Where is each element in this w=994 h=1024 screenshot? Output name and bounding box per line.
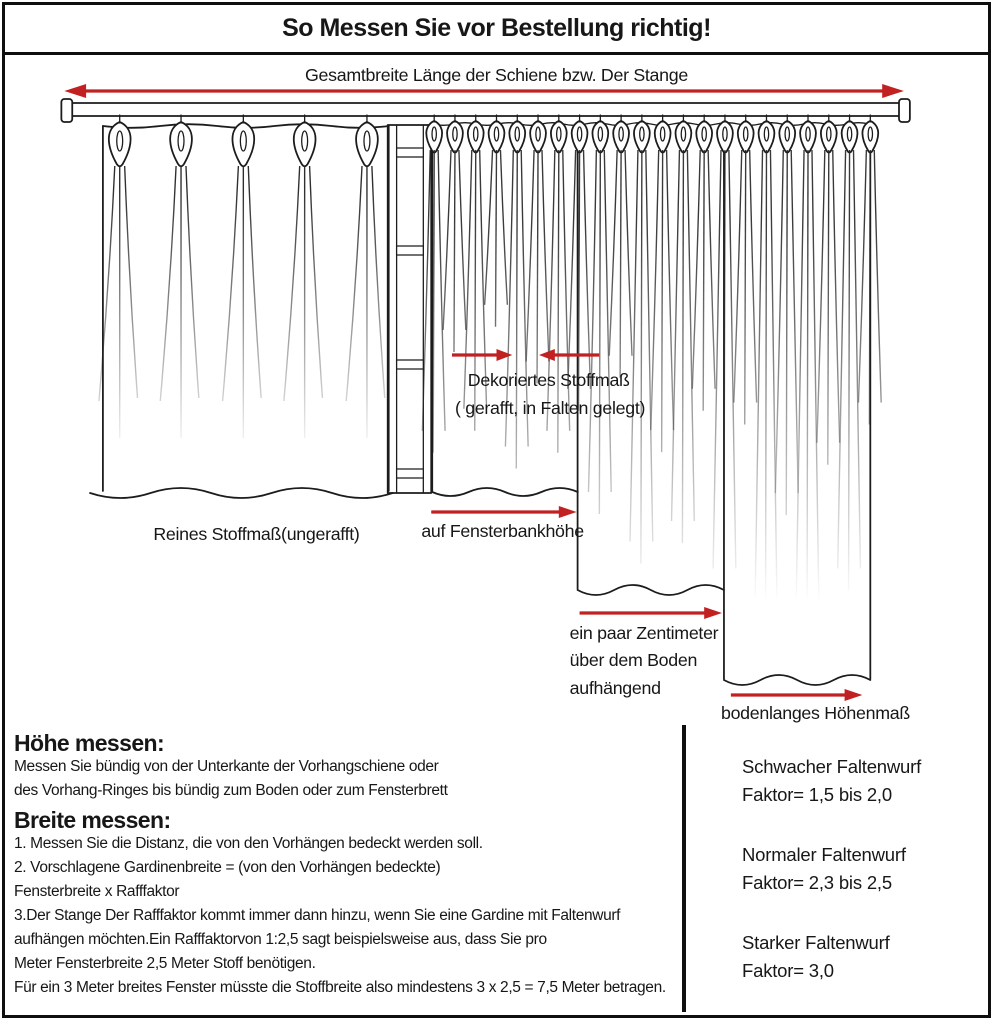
page-title: So Messen Sie vor Bestellung richtig! xyxy=(282,14,711,42)
curtain-rod xyxy=(61,99,910,122)
width-measure-line: Meter Fensterbreite 2,5 Meter Stoff benötigen. xyxy=(14,955,316,972)
factor-normal xyxy=(742,841,988,897)
width-measure-line: aufhängen möchten.Ein Rafffaktorvon 1:2,5 sagt beispielsweise aus, dass Sie pro xyxy=(14,931,547,948)
decorated-fabric-label-line2: ( gerafft, in Falten gelegt) xyxy=(454,397,646,419)
factor-value: Faktor= 3,0 xyxy=(742,960,834,981)
measurement-diagram xyxy=(5,55,988,725)
width-measure-line: 2. Vorschlagene Gardinenbreite = (von den Vorhängen bedeckte) xyxy=(14,859,441,876)
diagram-canvas xyxy=(5,55,988,725)
factor-value: Faktor= 1,5 bis 2,0 xyxy=(742,784,892,805)
width-measure-line: Fensterbreite x Rafffaktor xyxy=(14,883,180,900)
above-floor-arrow xyxy=(580,607,722,619)
infographic-frame xyxy=(2,2,991,1018)
window-frame xyxy=(388,125,432,493)
above-floor-label-line2: über dem Boden xyxy=(569,649,698,671)
sill-height-arrow xyxy=(431,506,576,518)
factor-strong xyxy=(742,929,988,985)
factor-name: Normaler Faltenwurf xyxy=(742,844,906,865)
width-measure-line: 3.Der Stange Der Rafffaktor kommt immer dann hinzu, wenn Sie eine Gardine mit Faltenwurf xyxy=(14,907,621,924)
factor-weak xyxy=(742,753,988,809)
instructions-panel xyxy=(5,725,686,1012)
above-floor-label-line1: ein paar Zentimeter xyxy=(569,622,719,644)
plain-curtain xyxy=(90,115,393,498)
pure-fabric-label: Reines Stoffmaß(ungerafft) xyxy=(153,523,360,545)
width-measure-line: 1. Messen Sie die Distanz, die von den Vorhängen bedeckt werden soll. xyxy=(14,835,483,852)
decorated-fabric-label-line1: Dekoriertes Stoffmaß xyxy=(467,369,630,391)
above-floor-label-line3: aufhängend xyxy=(569,677,661,699)
title-bar xyxy=(5,5,988,55)
total-width-arrow xyxy=(64,84,904,98)
sill-height-label: auf Fensterbankhöhe xyxy=(421,520,584,542)
factor-value: Faktor= 2,3 bis 2,5 xyxy=(742,872,892,893)
height-measure-line: Messen Sie bündig von der Unterkante der Vorhangschiene oder xyxy=(14,758,439,775)
factor-name: Starker Faltenwurf xyxy=(742,932,890,953)
floor-length-arrow xyxy=(731,689,863,701)
factor-name: Schwacher Faltenwurf xyxy=(742,756,922,777)
rod-width-label: Gesamtbreite Länge der Schiene bzw. Der Stange xyxy=(305,64,688,86)
floor-length-label: bodenlanges Höhenmaß xyxy=(720,702,910,724)
width-measure-line: Für ein 3 Meter breites Fenster müsste die Stoffbreite also mindestens 3 x 2,5 = 7,5 Meter betragen. xyxy=(14,979,666,996)
bottom-panels xyxy=(5,725,988,1012)
width-measure-heading: Breite messen: xyxy=(14,807,171,833)
height-measure-line: des Vorhang-Ringes bis bündig zum Boden oder zum Fensterbrett xyxy=(14,782,448,799)
height-measure-heading: Höhe messen: xyxy=(14,730,165,756)
fold-factor-panel xyxy=(686,725,988,1012)
